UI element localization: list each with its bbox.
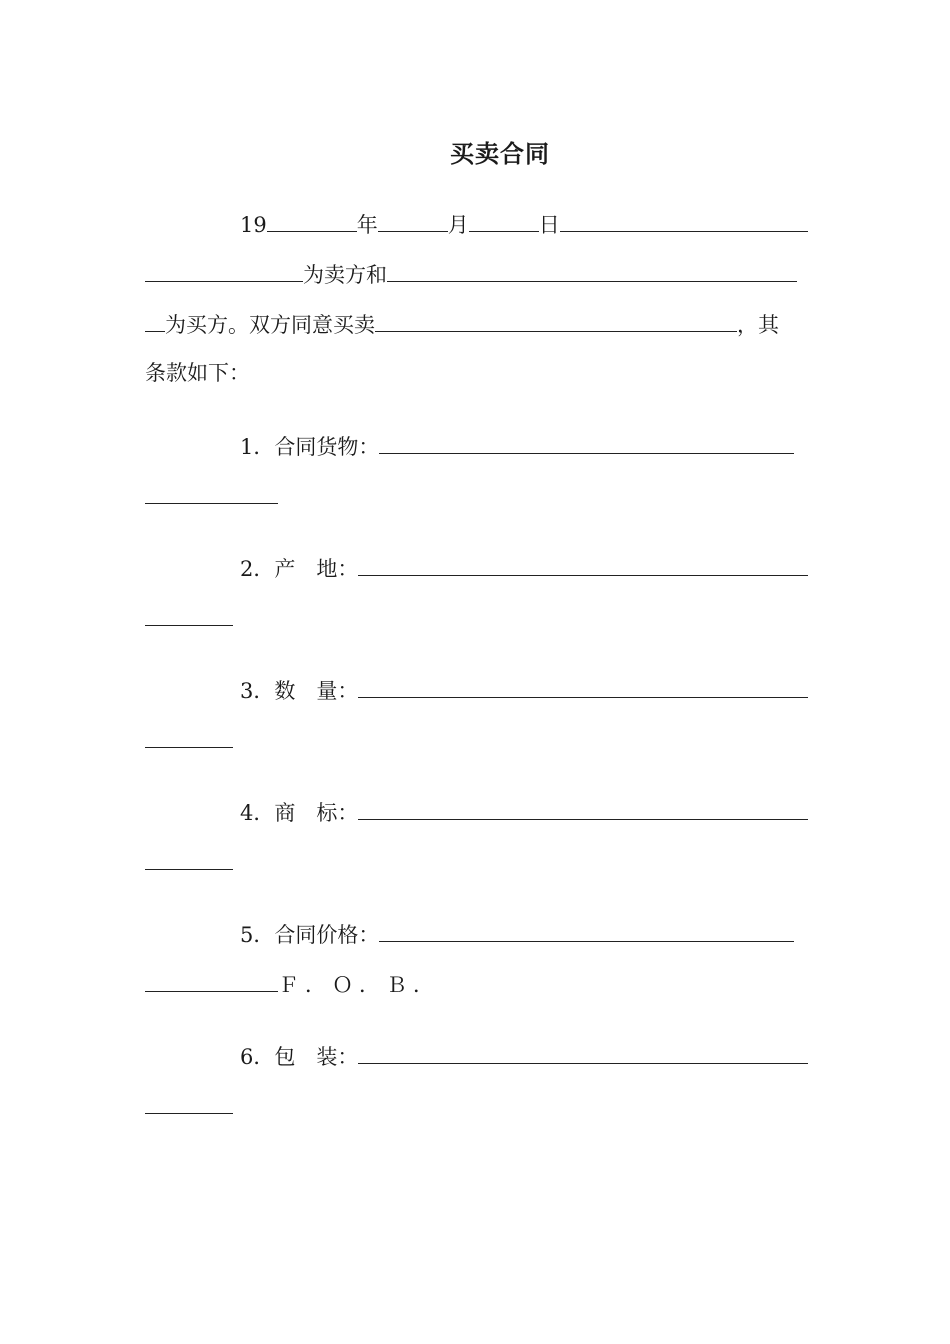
clause-blank[interactable] <box>358 793 808 820</box>
clause-4-continuation-blank[interactable] <box>145 868 233 870</box>
month-label: 月 <box>447 213 469 237</box>
clause-label: 产 地： <box>274 557 359 581</box>
clause-label: 包 装： <box>274 1045 359 1069</box>
clause-number: 4． <box>240 801 275 825</box>
clause-label: 数 量： <box>274 679 359 703</box>
year-prefix: 19 <box>240 213 267 237</box>
seller-label: 为卖方和 <box>303 263 387 287</box>
clause-3-continuation-blank[interactable] <box>145 746 233 748</box>
month-blank[interactable] <box>378 205 448 232</box>
clause-number: 2． <box>240 557 275 581</box>
buyer-label: 为买方。双方同意买卖 <box>165 313 375 337</box>
goods-blank[interactable] <box>375 305 737 332</box>
seller-blank-a[interactable] <box>560 205 808 232</box>
clause-blank[interactable] <box>358 1037 808 1064</box>
clause-5-continuation <box>145 965 440 1001</box>
intro-line-1 <box>240 205 808 241</box>
clause-blank[interactable] <box>358 671 808 698</box>
clause-2-continuation-blank[interactable] <box>145 624 233 626</box>
clause-1-continuation-blank[interactable] <box>145 502 278 504</box>
page-title: 买卖合同 <box>450 139 550 168</box>
clause-2 <box>240 549 808 585</box>
intro-line-3 <box>145 305 779 341</box>
year-label: 年 <box>356 213 378 237</box>
clause-5-continuation-blank[interactable] <box>145 965 278 992</box>
terms-cont: 条款如下： <box>145 361 250 385</box>
intro-line-2 <box>145 255 797 291</box>
day-label: 日 <box>538 213 560 237</box>
clause-3 <box>240 671 808 707</box>
year-blank[interactable] <box>267 205 357 232</box>
buyer-blank-a[interactable] <box>387 255 797 282</box>
clause-4 <box>240 793 808 829</box>
clause-number: 5． <box>240 923 275 947</box>
clause-label: 商 标： <box>274 801 359 825</box>
clause-label: 合同货物： <box>274 435 380 459</box>
fob-label: Ｆ．Ｏ．Ｂ． <box>278 973 440 997</box>
clause-label: 合同价格： <box>274 923 380 947</box>
clause-number: 3． <box>240 679 275 703</box>
clause-blank[interactable] <box>358 549 808 576</box>
clause-blank[interactable] <box>379 427 794 454</box>
clause-number: 1． <box>240 435 275 459</box>
seller-blank-b[interactable] <box>145 255 303 282</box>
clause-6-continuation-blank[interactable] <box>145 1112 233 1114</box>
clause-number: 6． <box>240 1045 275 1069</box>
clause-6 <box>240 1037 808 1073</box>
clause-blank[interactable] <box>379 915 794 942</box>
clause-5 <box>240 915 794 951</box>
terms-tail: ，其 <box>737 313 779 337</box>
buyer-blank-b[interactable] <box>145 305 165 332</box>
day-blank[interactable] <box>469 205 539 232</box>
clause-1 <box>240 427 794 463</box>
intro-line-4 <box>145 355 250 391</box>
